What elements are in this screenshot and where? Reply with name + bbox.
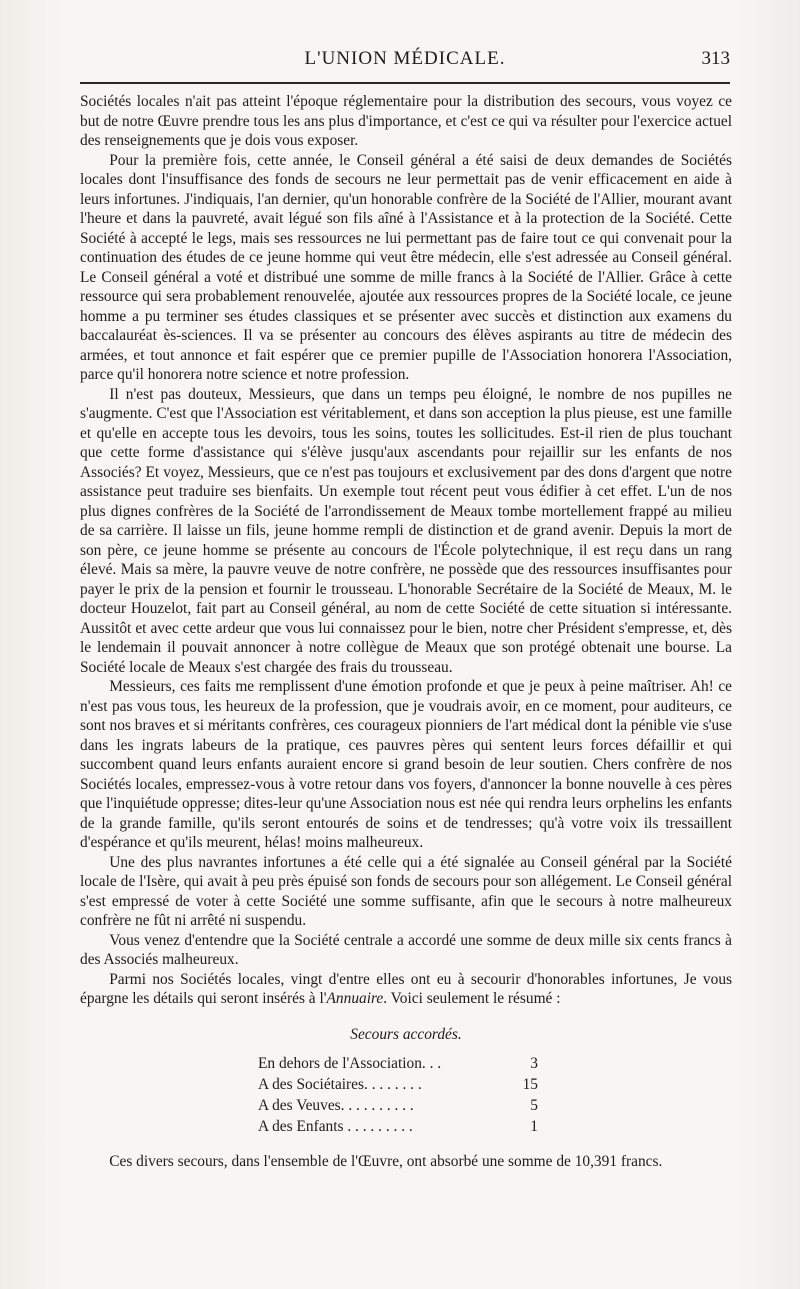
paragraph: Il n'est pas douteux, Messieurs, que dans un temps peu éloigné, le nombre de nos pupilles ne s'augmente. C'est que l'Association est véritablement, et dans son acception la plus pieuse, est une famille et qu'elle en accepte tous les devoirs, tous les soins, toutes les sollicitudes. Est-il rien de plus touchant que cette forme d'assistance qui s'élève jusqu'aux ascendants pour rejaillir sur les enfants de nos Associés? Et voyez, Messieurs, que ce n'est pas toujours et exclusivement par des dons d'argent que notre assistance peut traduire ses bienfaits. Un exemple tout récent peut vous édifier à cet effet. L'un de nos plus dignes confrères de la Société de l'arrondissement de Meaux tombe mortellement frappé au milieu de sa carrière. Il laisse un fils, jeune homme rempli de distinction et de grand avenir. Depuis la mort de son père, ce jeune homme se présente au concours de l'École polytechnique, il est reçu dans un rang élevé. Mais sa mère, la pauvre veuve de notre confrère, ne possède que des ressources insuffisantes pour payer le prix de la pension et fournir le trousseau. L'honorable Secrétaire de la Société de Meaux, M. le docteur Houzelot, fait part au Conseil général, au nom de cette Société de cette situation si intéressante. Aussitôt et avec cette ardeur que vous lui connaissez pour le bien, notre cher Président s'empresse, et, dès le lendemain il pouvait annoncer à notre collègue de Meaux que son protégé obtenait une bourse. La Société locale de Meaux s'est chargée des frais du trousseau.: [80, 385, 732, 676]
row-label: A des Enfants . . . . . . . . .: [258, 1118, 413, 1135]
annuaire-word: Annuaire: [326, 990, 384, 1007]
table-row: [258, 1096, 538, 1117]
paragraph-summary-intro: [80, 970, 732, 1009]
paragraph: Vous venez d'entendre que la Société centrale a accordé une somme de deux mille six cents francs à des Associés malheureux.: [80, 931, 732, 968]
paragraph: Une des plus navrantes infortunes a été celle qui a été signalée au Conseil général par la Société locale de l'Isère, qui avait à peu près épuisé son fonds de secours pour son allégement. Le Conseil général s'est empressé de voter à cette Société une somme suffisante, afin que le secours à notre malheureux confrère ne fût ni arrêté ni suspendu.: [80, 853, 732, 929]
row-count: 1: [530, 1118, 538, 1135]
table-row: [258, 1117, 538, 1138]
paragraph: Messieurs, ces faits me remplissent d'une émotion profonde et que je peux à peine maîtriser. Ah! ce n'est pas vous tous, les heureux de la profession, que je voudrais avoir, en ce moment, pour auditeurs, ce sont nos braves et si méritants confrères, ces courageux pionniers de l'art médical dont la pénible vie s'use dans les ingrats labeurs de la pratique, ces pauvres pères qui sentent leurs forces défaillir et qui succombent quand leurs enfants auraient encore si grand besoin de leur soutien. Chers confrère de nos Sociétés locales, empressez-vous à votre retour dans vos foyers, d'annoncer la bonne nouvelle à ces pères que l'inquiétude oppresse; dites-leur qu'une Association nous est née qui rendra leurs orphelins les enfants de la grande famille, qu'ils seront entourés de soins et de tendresses; qu'à votre voix ils tressaillent d'espérance et qu'ils meurent, hélas! moins malheureux.: [80, 678, 732, 851]
relief-table-title: Secours accordés.: [350, 1025, 462, 1043]
table-row: [258, 1075, 538, 1096]
header-rule: [80, 82, 730, 84]
row-label: A des Veuves. . . . . . . . . .: [258, 1097, 414, 1114]
summary-intro-tail: . Voici seulement le résumé :: [383, 990, 561, 1007]
running-title: L'UNION MÉDICALE.: [304, 48, 506, 69]
paragraph: Sociétés locales n'ait pas atteint l'époque réglementaire pour la distribution des secours, vous voyez ce but de notre Œuvre prendre tous les ans plus d'importance, et c'est ce qui va résulter pour l'exercice actuel des renseignements que je dois vous exposer.: [80, 93, 732, 149]
page-number: 313: [701, 48, 730, 69]
row-count: 3: [530, 1055, 538, 1072]
row-label: A des Sociétaires. . . . . . . .: [258, 1076, 422, 1093]
paragraph: Pour la première fois, cette année, le Conseil général a été saisi de deux demandes de Sociétés locales dont l'insuffisance des fonds de secours ne leur permettait pas de venir efficacement en aide à leurs infortunes. J'indiquais, l'an dernier, qu'un honorable confrère de la Société de l'Allier, mourant avant l'heure et dans la pauvreté, avait légué son fils aîné à l'Assistance et à la protection de la Société. Cette Société à accepté le legs, mais ses ressources ne lui permettant pas de faire tout ce qui convenait pour la continuation des études de ce jeune homme qui veut être médecin, elle s'est adressée au Conseil général. Le Conseil général a voté et distribué une somme de mille francs à la Société de l'Allier. Grâce à cette ressource qui sera probablement renouvelée, ajoutée aux ressources propres de la Société locale, ce jeune homme a pu terminer ses études classiques et se présenter avec succès et distinction aux examens du baccalauréat ès-sciences. Il va se présenter au concours des élèves aspirants au titre de médecin des armées, et tout annonce et fait espérer que ce premier pupille de l'Association honorera l'Association, parce qu'il honorera notre science et notre profession.: [80, 151, 732, 383]
article-body: [80, 92, 732, 1172]
table-row: [258, 1054, 538, 1075]
row-label: En dehors de l'Association. . .: [258, 1055, 442, 1072]
page-header: [80, 46, 730, 76]
row-count: 15: [522, 1076, 538, 1093]
closing-paragraph: Ces divers secours, dans l'ensemble de l'Œuvre, ont absorbé une somme de 10,391 francs.: [109, 1153, 663, 1170]
relief-table: [258, 1054, 538, 1138]
row-count: 5: [530, 1097, 538, 1114]
summary-intro-text: Parmi nos Sociétés locales, vingt d'entre elles ont eu à secourir d'honorables infortunes, Je vous épargne les détails qui seront insérés à l': [80, 970, 732, 1007]
